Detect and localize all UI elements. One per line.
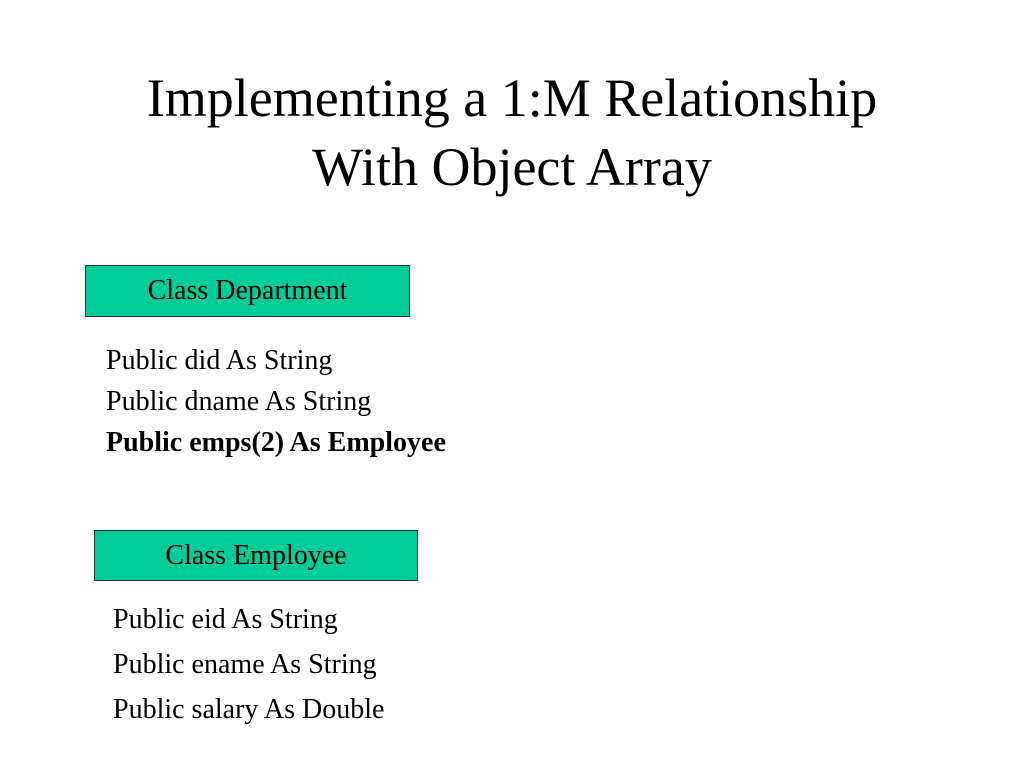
employee-class-label: Class Employee: [165, 540, 347, 571]
employee-member-salary: Public salary As Double: [113, 694, 385, 725]
department-member-dname: Public dname As String: [106, 386, 372, 417]
department-member-list: [106, 340, 446, 463]
employee-member-ename: Public ename As String: [113, 649, 377, 680]
department-member-did: Public did As String: [106, 345, 333, 376]
slide-title: [0, 64, 1024, 202]
employee-member-list: [113, 597, 384, 732]
employee-member-eid: Public eid As String: [113, 604, 338, 635]
department-class-box: [85, 265, 410, 317]
title-line-1: Implementing a 1:M Relationship: [146, 68, 878, 128]
employee-class-box: [94, 530, 418, 581]
title-line-2: With Object Array: [312, 137, 712, 197]
department-member-emps: Public emps(2) As Employee: [106, 427, 446, 458]
department-class-label: Class Department: [147, 275, 348, 306]
